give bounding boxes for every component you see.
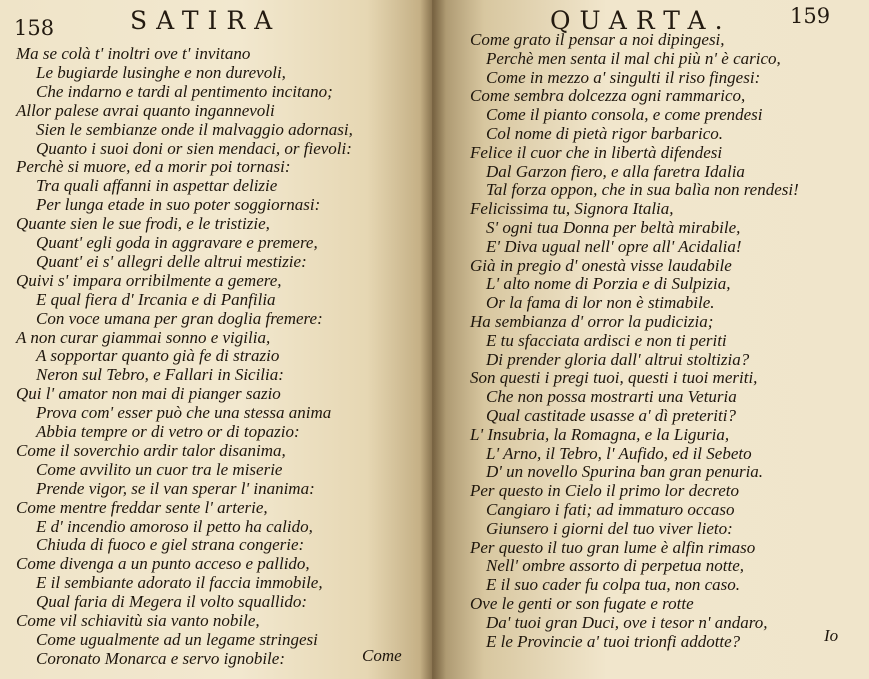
verse-line: Come ugualmente ad un legame stringesi bbox=[36, 629, 318, 649]
verse-line: Dal Garzon fiero, e alla faretra Idalia bbox=[486, 161, 745, 181]
verse-line: Or la fama di lor non è stimabile. bbox=[486, 293, 715, 313]
running-head: SATIRA bbox=[130, 6, 282, 35]
verse-line: Già in pregio d' onestà visse laudabile bbox=[470, 255, 732, 275]
verse-line: E' Diva ugual nell' opre all' Acidalia! bbox=[486, 236, 742, 256]
verse-line: Tra quali affanni in aspettar delizie bbox=[36, 176, 278, 196]
verse-line: Per lunga etade in suo poter soggiornasi: bbox=[36, 195, 321, 215]
verse-line: Che non possa mostrarti una Veturia bbox=[486, 387, 737, 407]
verse-line: D' un novello Spurina ban gran penuria. bbox=[486, 462, 764, 482]
verse-line: Giunsero i giorni del tuo viver lieto: bbox=[486, 518, 733, 538]
verse-line: Come divenga a un punto acceso e pallido, bbox=[16, 554, 310, 574]
verse-line: Chiuda di fuoco e giel strana congerie: bbox=[36, 535, 305, 555]
verse-line: Di prender gloria dall' altrui stoltizia? bbox=[486, 349, 750, 369]
verse-line: L' alto nome di Porzia e di Sulpizia, bbox=[486, 274, 731, 294]
verse-line: Le bugiarde lusinghe e non durevoli, bbox=[36, 62, 286, 82]
verse-line: E qual fiera d' Ircania e di Panfilia bbox=[36, 289, 276, 309]
verse-line: Come in mezzo a' singulti il riso fingesi: bbox=[486, 67, 761, 87]
verse-line: Con voce umana per gran doglia fremere: bbox=[36, 308, 323, 328]
page-number: 158 bbox=[14, 16, 55, 40]
verse-line: Quante sien le sue frodi, e le tristizie, bbox=[16, 214, 270, 234]
verse-line: Qual faria di Megera il volto squallido: bbox=[36, 592, 308, 612]
verse-line: Come il soverchio ardir talor disanima, bbox=[16, 440, 286, 460]
verse-line: Sien le sembianze onde il malvaggio adornasi, bbox=[36, 119, 353, 139]
verse-line: Coronato Monarca e servo ignobile: bbox=[36, 648, 285, 668]
catchword: Come bbox=[362, 646, 402, 665]
verse-line: Che indarno e tardi al pentimento incitano; bbox=[36, 81, 333, 101]
verse-line: Felicissima tu, Signora Italia, bbox=[470, 199, 674, 219]
verse-line: Come mentre freddar sente l' arterie, bbox=[16, 497, 268, 517]
verse-line: Come vil schiavitù sia vanto nobile, bbox=[16, 611, 260, 630]
verse-line: Quivi s' impara orribilmente a gemere, bbox=[16, 270, 282, 290]
right-page bbox=[432, 0, 869, 679]
verse-line: Ha sembianza d' orror la pudicizia; bbox=[470, 312, 714, 331]
verse-line: Prende vigor, se il van sperar l' inanima: bbox=[36, 478, 315, 498]
verse-line: Abbia tempre or di vetro or di topazio: bbox=[36, 422, 300, 441]
verse-line: E le Provincie a' tuoi trionfi addotte? bbox=[486, 631, 741, 651]
page-number: 159 bbox=[790, 4, 831, 28]
verse-line: L' Insubria, la Romagna, e la Liguria, bbox=[470, 424, 730, 444]
left-page bbox=[0, 0, 432, 679]
verse-line: Qui l' amator non mai di pianger sazio bbox=[16, 384, 281, 404]
verse-line: Neron sul Tebro, e Fallari in Sicilia: bbox=[36, 365, 284, 385]
verse-line: A sopportar quanto già fe di strazio bbox=[36, 346, 280, 366]
verse-line: Tal forza oppon, che in sua balìa non rendesi! bbox=[486, 180, 799, 200]
verse-line: Come grato il pensar a noi dipingesi, bbox=[470, 30, 725, 49]
verse-line: Cangiaro i fati; ad immaturo occaso bbox=[486, 500, 735, 519]
verse-line: Da' tuoi gran Duci, ove i tesor n' andaro, bbox=[486, 612, 768, 632]
verse-line: Per questo in Cielo il primo lor decreto bbox=[470, 481, 739, 501]
verse-line: Come il pianto consola, e come prendesi bbox=[486, 105, 763, 125]
verse-line: Col nome di pietà rigor barbarico. bbox=[486, 124, 724, 143]
catchword: Io bbox=[824, 626, 839, 645]
verse-line: Perchè si muore, ed a morir poi tornasi: bbox=[16, 157, 291, 177]
verse-line: Felice il cuor che in libertà difendesi bbox=[470, 142, 723, 162]
verse-line: E tu sfacciata ardisci e non ti periti bbox=[486, 330, 727, 350]
verse-line: Allor palese avrai quanto ingannevoli bbox=[16, 100, 275, 120]
verse-line: Prova com' esser può che una stessa anima bbox=[36, 403, 332, 423]
verse-line: E il sembiante adorato il faccia immobile, bbox=[36, 573, 323, 593]
verse-line: A non curar giammai sonno e vigilia, bbox=[16, 327, 271, 347]
verse-line: Quanto i suoi doni or sien mendaci, or fievoli: bbox=[36, 138, 352, 158]
verse-line: Ma se colà t' inoltri ove t' invitano bbox=[16, 44, 251, 63]
verse-line: Come sembra dolcezza ogni rammarico, bbox=[470, 86, 746, 106]
verse-line: S' ogni tua Donna per beltà mirabile, bbox=[486, 218, 741, 237]
book-gutter bbox=[420, 0, 446, 679]
verse-line: Son questi i pregi tuoi, questi i tuoi meriti, bbox=[470, 368, 758, 388]
running-head: QUARTA. bbox=[550, 6, 732, 35]
verse-line: Nell' ombre assorto di perpetua notte, bbox=[486, 556, 744, 576]
verse-line: L' Arno, il Tebro, l' Aufido, ed il Sebeto bbox=[486, 443, 752, 463]
verse-line: Qual castitade usasse a' dì preteriti? bbox=[486, 406, 736, 425]
verse-line: Per questo il tuo gran lume è alfin rimaso bbox=[470, 537, 756, 557]
verse-line: Come avvilito un cuor tra le miserie bbox=[36, 459, 283, 479]
verse-line: Quant' ei s' allegri delle altrui mestizie: bbox=[36, 251, 307, 271]
verse-line: Ove le genti or son fugate e rotte bbox=[470, 594, 694, 613]
verse-line: E d' incendio amoroso il petto ha calido, bbox=[36, 516, 313, 536]
verse-line: Quant' egli goda in aggravare e premere, bbox=[36, 233, 318, 252]
verse-line: Perchè men senta il mal chi più n' è carico, bbox=[486, 48, 781, 68]
verse-line: E il suo cader fu colpa tua, non caso. bbox=[486, 575, 741, 595]
